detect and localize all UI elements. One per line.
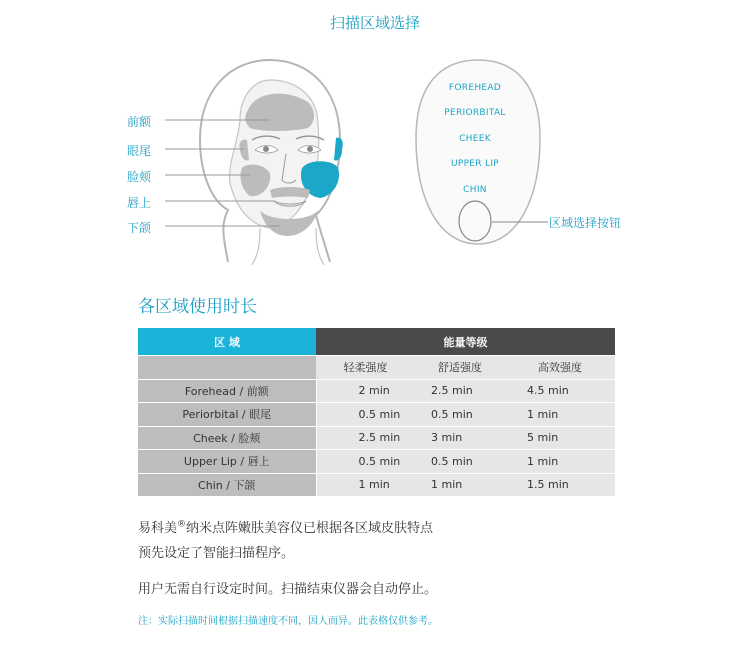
registered-mark: ® — [177, 519, 187, 530]
level-gentle: 轻柔强度 — [316, 356, 415, 380]
value-cell: 2.5 min — [415, 379, 505, 403]
device-item-upper-lip: UPPER LIP — [450, 159, 500, 169]
value-cell: 5 min — [505, 426, 615, 450]
device-item-periorbital: PERIORBITAL — [444, 108, 506, 118]
description-text: 纳米点阵嫩肤美容仪已根据各区域皮肤特点 — [186, 521, 434, 536]
face-label-chin: 下颌 — [127, 221, 152, 235]
value-cell: 2.5 min — [316, 426, 415, 450]
upper-lip-zone — [270, 187, 310, 198]
brand-name: 易科美 — [138, 521, 178, 536]
footnote: 注：实际扫描时间根据扫描速度不同，因人而异。此表格仅供参考。 — [138, 616, 438, 627]
periorbital-zone-right — [334, 138, 343, 161]
zone-cell: Forehead / 前额 — [138, 379, 316, 403]
value-cell: 0.5 min — [316, 450, 415, 474]
face-label-forehead: 前额 — [127, 115, 152, 129]
col-header-level: 能量等级 — [316, 328, 615, 356]
value-cell: 0.5 min — [415, 450, 505, 474]
description-line-3: 用户无需自行设定时间。扫描结束仪器会自动停止。 — [138, 582, 438, 597]
value-cell: 0.5 min — [415, 403, 505, 427]
device-item-forehead: FOREHEAD — [448, 83, 502, 93]
value-cell: 4.5 min — [505, 379, 615, 403]
table-row — [138, 426, 615, 450]
table-row — [138, 473, 615, 497]
subheader-blank — [138, 356, 316, 380]
scan-area-title: 扫描区域选择 — [329, 14, 420, 32]
device-item-chin: CHIN — [463, 185, 487, 195]
usage-time-table — [138, 328, 615, 497]
value-cell: 0.5 min — [316, 403, 415, 427]
col-header-zone: 区 域 — [138, 328, 316, 356]
zone-cell: Upper Lip / 唇上 — [138, 450, 316, 474]
level-comfort: 舒适强度 — [415, 356, 505, 380]
face-label-periorbital: 眼尾 — [127, 144, 152, 158]
value-cell: 3 min — [415, 426, 505, 450]
description-line-1 — [138, 517, 433, 536]
value-cell: 1 min — [415, 473, 505, 497]
zone-cell: Chin / 下颌 — [138, 473, 316, 497]
description-line-2: 预先设定了智能扫描程序。 — [138, 546, 295, 561]
face-label-upper-lip: 唇上 — [127, 196, 152, 210]
value-cell: 1 min — [505, 450, 615, 474]
table-row — [138, 379, 615, 403]
value-cell: 2 min — [316, 379, 415, 403]
face-illustration — [120, 50, 360, 270]
zone-cell: Periorbital / 眼尾 — [138, 403, 316, 427]
value-cell: 1.5 min — [505, 473, 615, 497]
zone-cell: Cheek / 脸颊 — [138, 426, 316, 450]
device-item-cheek: CHEEK — [459, 134, 491, 144]
section-title: 各区域使用时长 — [138, 297, 257, 317]
value-cell: 1 min — [505, 403, 615, 427]
table-row — [138, 450, 615, 474]
table-row — [138, 403, 615, 427]
level-efficient: 高效强度 — [505, 356, 615, 380]
zone-button-label: 区域选择按钮 — [549, 216, 622, 230]
value-cell: 1 min — [316, 473, 415, 497]
face-label-cheek: 脸颊 — [127, 170, 152, 184]
